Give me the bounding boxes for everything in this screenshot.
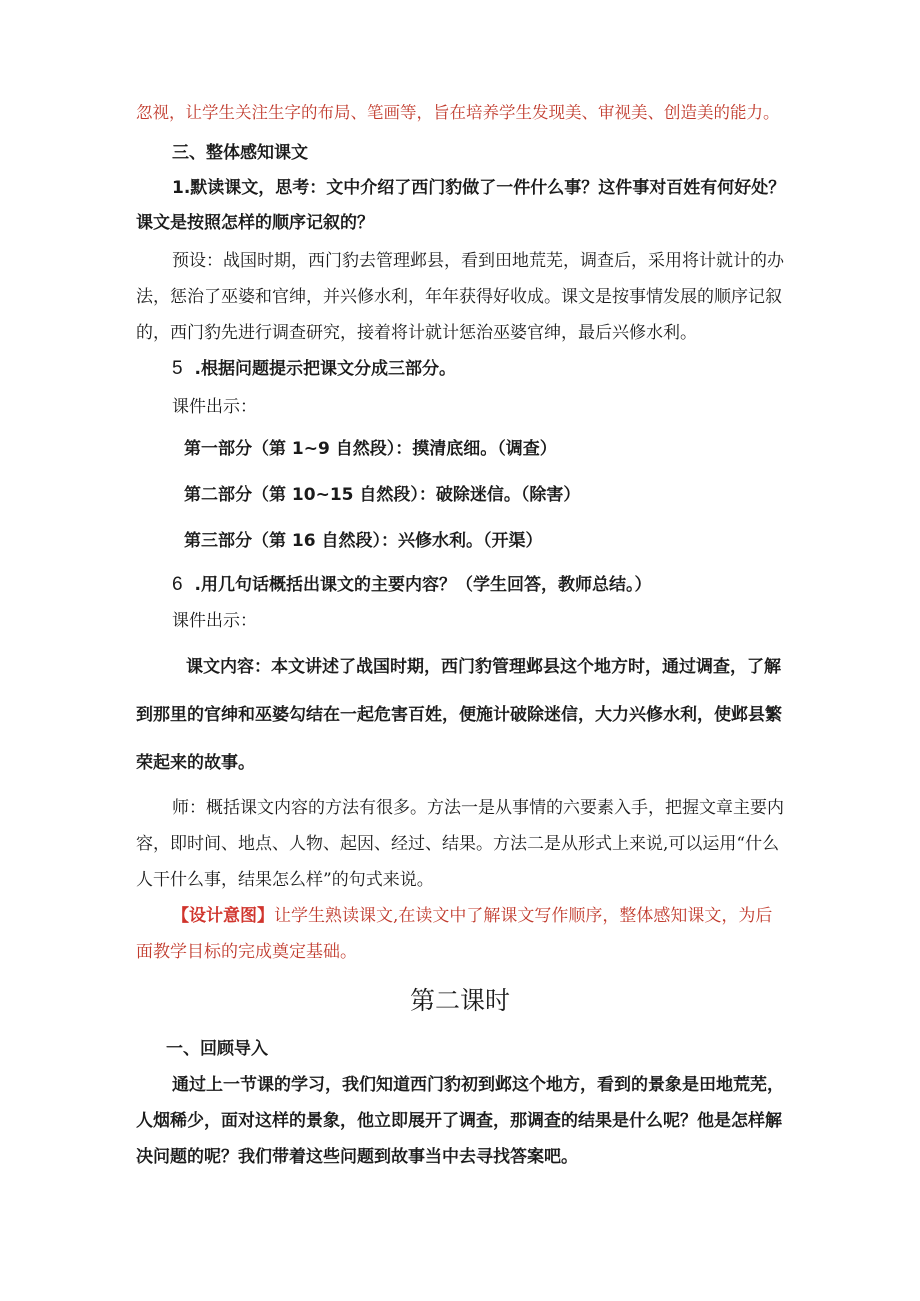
review-line-1: 通过上一节课的学习，我们知道西门豹初到邺这个地方，看到的景象是田地荒芜，	[172, 1075, 784, 1095]
design-intent-line-2: 面教学目标的完成奠定基础。	[136, 942, 357, 962]
lesson-title: 第二课时	[409, 986, 510, 1015]
preset-answer-line-1: 预设：战国时期，西门豹去管理邺县，看到田地荒芜，调查后，采用将计就计的办	[172, 251, 784, 271]
question-5-text: .根据问题提示把课文分成三部分。	[194, 359, 456, 379]
design-intent-continuation: 忽视，让学生关注生字的布局、笔画等，旨在培养学生发现美、审视美、创造美的能力。	[136, 103, 780, 122]
preset-answer-line-2: 法，惩治了巫婆和官绅，并兴修水利，年年获得好收成。课文是按事情发展的顺序记叙	[136, 287, 782, 307]
content-summary-line-2: 到那里的官绅和巫婆勾结在一起危害百姓，便施计破除迷信，大力兴修水利，使邺县繁	[136, 705, 782, 725]
design-intent-label: 【设计意图】	[172, 906, 274, 926]
section-heading-review: 一、回顾导入	[166, 1039, 268, 1059]
review-line-2: 人烟稀少，面对这样的景象，他立即展开了调查，那调查的结果是什么呢？他是怎样解	[136, 1111, 782, 1131]
slide-label-1: 课件出示：	[172, 397, 257, 417]
question-6-number: 6	[172, 574, 183, 595]
question-5-number: 5	[172, 358, 183, 379]
section-heading-overview: 三、整体感知课文	[172, 143, 308, 163]
question-6	[172, 572, 651, 598]
design-intent-line-1	[172, 903, 772, 929]
part-2: 第二部分（第 10~15 自然段）：破除迷信。（除害）	[184, 485, 581, 505]
question-1-line-1: 1.默读课文，思考：文中介绍了西门豹做了一件什么事？这件事对百姓有何好处？	[172, 178, 786, 198]
content-summary-line-3: 荣起来的故事。	[136, 753, 255, 773]
review-line-3: 决问题的呢？我们带着这些问题到故事当中去寻找答案吧。	[136, 1147, 578, 1167]
teacher-note-line-1: 师：概括课文内容的方法有很多。方法一是从事情的六要素入手，把握文章主要内	[172, 798, 784, 818]
design-intent-text: 让学生熟读课文,在读文中了解课文写作顺序，整体感知课文，为后	[274, 906, 773, 926]
content-summary-line-1: 课文内容：本文讲述了战国时期，西门豹管理邺县这个地方时，通过调查，了解	[186, 657, 781, 677]
teacher-note-line-2: 容，即时间、地点、人物、起因、经过、结果。方法二是从形式上来说,可以运用“什么	[136, 834, 780, 854]
slide-label-2: 课件出示：	[172, 611, 257, 631]
part-1: 第一部分（第 1~9 自然段）：摸清底细。（调查）	[184, 439, 557, 459]
question-1-line-2: 课文是按照怎样的顺序记叙的？	[136, 213, 374, 233]
preset-answer-line-3: 的，西门豹先进行调查研究，接着将计就计惩治巫婆官绅，最后兴修水利。	[136, 323, 697, 343]
question-5	[172, 356, 456, 382]
part-3: 第三部分（第 16 自然段）：兴修水利。（开渠）	[184, 531, 543, 551]
question-6-text: .用几句话概括出课文的主要内容？（学生回答，教师总结。）	[194, 575, 652, 595]
teacher-note-line-3: 人干什么事，结果怎么样”的句式来说。	[136, 870, 434, 890]
